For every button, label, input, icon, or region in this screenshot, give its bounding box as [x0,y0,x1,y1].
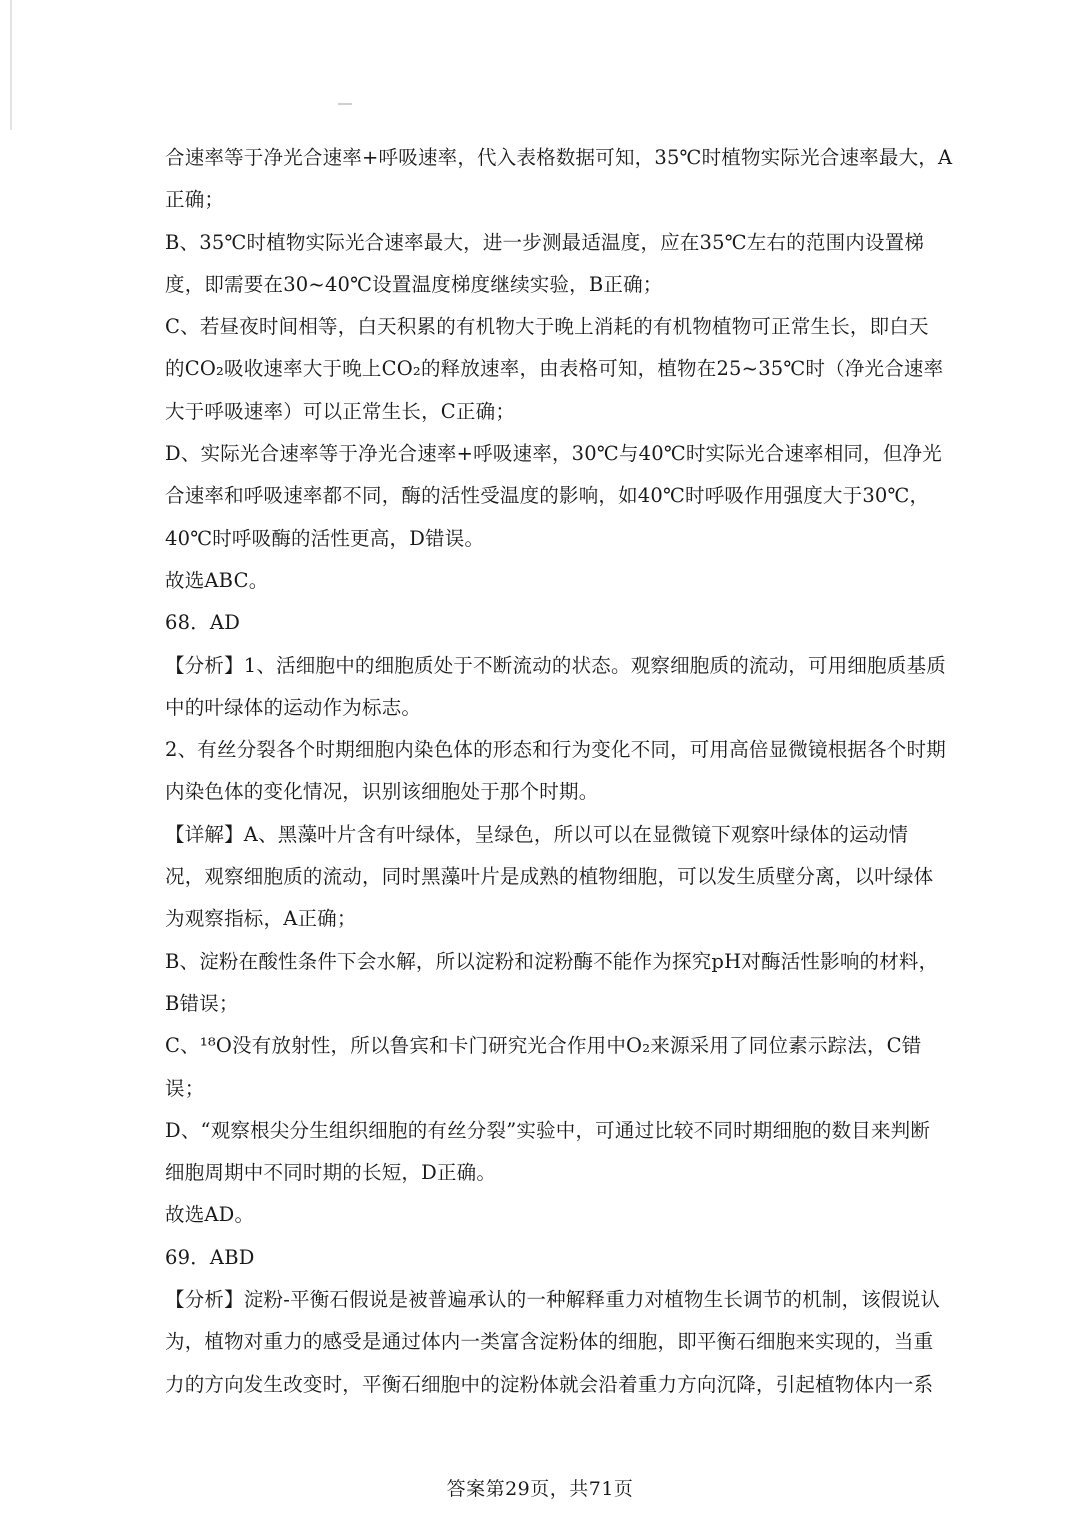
page-footer: 答案第29页，共71页 [446,1478,634,1500]
scan-mark [338,103,352,105]
scan-edge-shadow [10,0,12,130]
text-line: C、若昼夜时间相等，白天积累的有机物大于晚上消耗的有机物植物可正常生长，即白天 [165,315,929,339]
text-line: 况，观察细胞质的流动，同时黑藻叶片是成熟的植物细胞，可以发生质壁分离，以叶绿体 [165,865,934,889]
text-line: 大于呼吸速率）可以正常生长，C正确； [165,399,516,423]
question-number-69: 69．ABD [165,1245,255,1269]
text-line: C、¹⁸O没有放射性，所以鲁宾和卡门研究光合作用中O₂来源采用了同位素示踪法，C错 [165,1034,922,1058]
text-line: 内染色体的变化情况，识别该细胞处于那个时期。 [165,780,599,804]
explanation-line: 【详解】A、黑藻叶片含有叶绿体，呈绿色，所以可以在显微镜下观察叶绿体的运动情 [165,822,909,846]
text-line: 合速率和呼吸速率都不同，酶的活性受温度的影响，如40℃时呼吸作用强度大于30℃， [165,484,930,508]
analysis-line: 【分析】淀粉-平衡石假说是被普遍承认的一种解释重力对植物生长调节的机制，该假说认 [165,1288,941,1312]
text-line: 的CO₂吸收速率大于晚上CO₂的释放速率，由表格可知，植物在25~35℃时（净光合速率 [165,357,944,381]
text-line: B、35℃时植物实际光合速率最大，进一步测最适温度，应在35℃左右的范围内设置梯 [165,230,925,254]
analysis-line: 【分析】1、活细胞中的细胞质处于不断流动的状态。观察细胞质的流动，可用细胞质基质 [165,653,946,677]
text-line: D、实际光合速率等于净光合速率+呼吸速率，30℃与40℃时实际光合速率相同，但净光 [165,442,942,466]
text-line: 40℃时呼吸酶的活性更高，D错误。 [165,526,485,550]
answer-text-body [165,137,953,1406]
text-line: 度，即需要在30~40℃设置温度梯度继续实验，B正确； [165,272,663,296]
text-line: 为观察指标，A正确； [165,907,357,931]
question-number-68: 68．AD [165,611,241,635]
text-line: 2、有丝分裂各个时期细胞内染色体的形态和行为变化不同，可用高倍显微镜根据各个时期 [165,738,946,762]
text-line: 中的叶绿体的运动作为标志。 [165,695,422,719]
conclusion-line: 故选AD。 [165,1203,255,1227]
text-line: 为，植物对重力的感受是通过体内一类富含淀粉体的细胞，即平衡石细胞来实现的，当重 [165,1330,934,1354]
text-line: 力的方向发生改变时，平衡石细胞中的淀粉体就会沿着重力方向沉降，引起植物体内一系 [165,1372,934,1396]
text-line: D、“观察根尖分生组织细胞的有丝分裂”实验中，可通过比较不同时期细胞的数目来判断 [165,1118,931,1142]
text-line: 合速率等于净光合速率+呼吸速率，代入表格数据可知，35℃时植物实际光合速率最大，A [165,146,953,169]
text-line: 正确； [165,188,225,212]
text-line: B错误； [165,991,239,1015]
text-line: B、淀粉在酸性条件下会水解，所以淀粉和淀粉酶不能作为探究pH对酶活性影响的材料， [165,949,939,973]
text-line: 误； [165,1076,205,1100]
conclusion-line: 故选ABC。 [165,568,269,592]
text-line: 细胞周期中不同时期的长短，D正确。 [165,1161,497,1185]
